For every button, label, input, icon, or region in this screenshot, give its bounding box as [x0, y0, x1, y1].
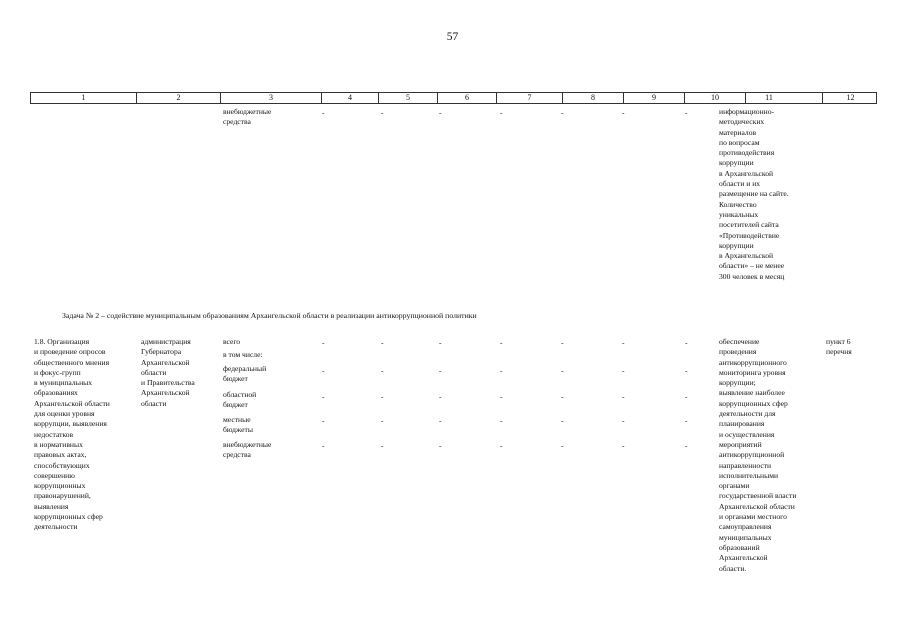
column-header-9: 9	[624, 93, 685, 103]
column-header-8: 8	[563, 93, 624, 103]
funding-label-regional: областной бюджет	[223, 390, 257, 410]
measure-result-text: обеспечение проведения антикоррупционного мониторинга уровня коррупции; выявление наиболее коррупционных сфер деятельности для планирования и осуществления мероприятий антикоррупционной направленности исполнительными органами государственной власти Архангельской области и органами местного самоуправления муниципальных образований Архангельской области.	[719, 337, 797, 573]
task-title: Задача № 2 – содействие муниципальным образованиям Архангельской области в реализации антикоррупционной политики	[62, 311, 477, 320]
column-header-11: 11	[716, 93, 823, 103]
regional-dash-col9: -	[622, 392, 625, 401]
total-dash-col4: -	[322, 338, 325, 347]
extrabudget-dash-col7: -	[500, 441, 503, 450]
column-header-10: 10	[685, 93, 746, 103]
regional-dash-col8: -	[561, 392, 564, 401]
column-header-2: 2	[137, 93, 221, 103]
local-dash-col6: -	[439, 416, 442, 425]
extrabudget-dash-col4: -	[322, 441, 325, 450]
measure-name: 1.8. Организация и проведение опросов общественного мнения и фокус-групп в муниципальных образованиях Архангельской области для оценки уровня коррупции, выявления недостатков в нормативных правовых актах, способствующих совершению коррупционных правонарушений, выявления коррупционных сфер деятельности	[34, 337, 110, 532]
federal-dash-col5: -	[381, 366, 384, 375]
funding-label-extrabudget: внебюджетные средства	[223, 440, 272, 460]
column-header-6: 6	[438, 93, 497, 103]
total-dash-col10: -	[685, 338, 688, 347]
federal-dash-col6: -	[439, 366, 442, 375]
regional-dash-col4: -	[322, 392, 325, 401]
measure-executor: администрация Губернатора Архангельской области и Правительства Архангельской области	[141, 337, 195, 408]
total-dash-col5: -	[381, 338, 384, 347]
federal-dash-col7: -	[500, 366, 503, 375]
regional-dash-col5: -	[381, 392, 384, 401]
page-number: 57	[446, 31, 459, 43]
column-header-7: 7	[497, 93, 563, 103]
column-header-3: 3	[221, 93, 322, 103]
column-header-5: 5	[379, 93, 438, 103]
local-dash-col5: -	[381, 416, 384, 425]
local-dash-col7: -	[500, 416, 503, 425]
local-dash-col9: -	[622, 416, 625, 425]
column-header-12: 12	[846, 93, 855, 102]
top-funding-label: внебюджетные средства	[223, 107, 272, 127]
measure-reference: пункт 6 перечня	[826, 337, 852, 357]
total-dash-col9: -	[622, 338, 625, 347]
funding-label-federal: федеральный бюджет	[223, 364, 267, 384]
top-dash-col4: -	[322, 108, 325, 117]
top-dash-col5: -	[381, 108, 384, 117]
extrabudget-dash-col5: -	[381, 441, 384, 450]
extrabudget-dash-col9: -	[622, 441, 625, 450]
top-dash-col8: -	[561, 108, 564, 117]
regional-dash-col10: -	[685, 392, 688, 401]
local-dash-col10: -	[685, 416, 688, 425]
regional-dash-col7: -	[500, 392, 503, 401]
funding-label-local: местные бюджеты	[223, 415, 253, 435]
total-dash-col6: -	[439, 338, 442, 347]
federal-dash-col9: -	[622, 366, 625, 375]
top-result-text: информационно- методических материалов по вопросам противодействия коррупции в Архангельской области и их размещение на сайте. Количество уникальных посетителей сайта «Противодействие коррупции в Архангельской области» – не менее 300 человек в месяц	[719, 107, 789, 281]
total-dash-col7: -	[500, 338, 503, 347]
top-dash-col10: -	[685, 108, 688, 117]
extrabudget-dash-col10: -	[685, 441, 688, 450]
total-dash-col8: -	[561, 338, 564, 347]
regional-dash-col6: -	[439, 392, 442, 401]
extrabudget-dash-col6: -	[439, 441, 442, 450]
funding-label-total: всего	[223, 337, 241, 346]
top-dash-col9: -	[622, 108, 625, 117]
local-dash-col8: -	[561, 416, 564, 425]
column-header-4: 4	[322, 93, 379, 103]
funding-label-including: в том числе:	[223, 350, 263, 359]
column-header-1: 1	[31, 93, 137, 103]
top-dash-col6: -	[439, 108, 442, 117]
federal-dash-col10: -	[685, 366, 688, 375]
federal-dash-col8: -	[561, 366, 564, 375]
local-dash-col4: -	[322, 416, 325, 425]
column-header-row	[30, 92, 877, 104]
federal-dash-col4: -	[322, 366, 325, 375]
top-dash-col7: -	[500, 108, 503, 117]
extrabudget-dash-col8: -	[561, 441, 564, 450]
